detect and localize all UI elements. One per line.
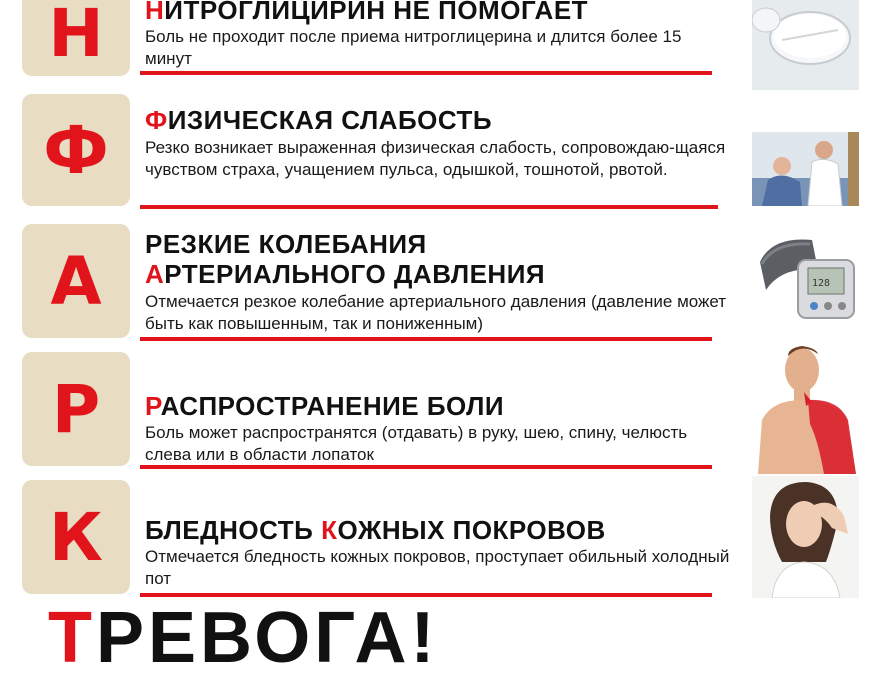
description-pain-spread: Боль может распространятся (отдавать) в руку, шею, спину, челюсть слева или в области лопаток xyxy=(145,423,688,464)
divider-rule xyxy=(140,71,712,75)
heading-pale-skin xyxy=(145,516,606,545)
divider-rule xyxy=(140,465,712,469)
heading-text: ОЖНЫХ ПОКРОВОВ xyxy=(337,515,606,545)
letter-tile-r: Р xyxy=(22,352,130,466)
heading-pressure-line2 xyxy=(145,260,545,289)
heading-initial: Р xyxy=(145,391,161,421)
divider-rule xyxy=(140,337,712,341)
heading-initial: А xyxy=(145,259,165,289)
heading-text-before: БЛЕДНОСТЬ xyxy=(145,515,322,545)
description-nitroglycerin: Боль не проходит после приема нитроглицерина и длится более 15 минут xyxy=(145,27,682,68)
heading-weakness xyxy=(145,106,492,135)
description-weakness: Резко возникает выраженная физическая слабость, сопровождаю-щаяся чувством страха, учащением пульса, одышкой, тошнотой, рвотой. xyxy=(145,138,726,179)
divider-rule xyxy=(140,593,712,597)
bottom-heading xyxy=(48,598,439,678)
heading-text: ИЗИЧЕСКАЯ СЛАБОСТЬ xyxy=(167,105,493,135)
letter-tile-k: К xyxy=(22,480,130,594)
heading-pain-spread xyxy=(145,392,504,421)
heading-text: РТЕРИАЛЬНОГО ДАВЛЕНИЯ xyxy=(164,259,546,289)
heading-pressure-line1: РЕЗКИЕ КОЛЕБАНИЯ xyxy=(145,229,427,259)
divider-rule xyxy=(140,205,718,209)
heading-initial: Н xyxy=(145,0,165,25)
doctor-patient-icon xyxy=(752,132,859,206)
shoulder-pain-icon xyxy=(752,340,859,474)
letter-tile-f: Ф xyxy=(22,94,130,206)
heading-text: АСПРОСТРАНЕНИЕ БОЛИ xyxy=(160,391,505,421)
heading-initial: К xyxy=(321,515,338,545)
heading-initial: Ф xyxy=(145,105,168,135)
description-pale-skin: Отмечается бледность кожных покровов, проступает обильный холодный пот xyxy=(145,547,730,588)
letter-tile-a: А xyxy=(22,224,130,338)
bottom-heading-initial: Т xyxy=(48,598,96,678)
heading-nitroglycerin xyxy=(145,0,588,25)
bottom-heading-text: РЕВОГА! xyxy=(95,598,439,678)
svg-text:128: 128 xyxy=(812,278,831,289)
pill-icon xyxy=(752,0,859,90)
headache-woman-icon xyxy=(752,476,859,598)
letter-tile-n: Н xyxy=(22,0,130,76)
description-pressure: Отмечается резкое колебание артериального давления (давление может быть как повышенным, так и пониженным) xyxy=(145,292,727,333)
blood-pressure-monitor-icon xyxy=(752,232,859,324)
heading-text: ИТРОГЛИЦИРИН НЕ ПОМОГАЕТ xyxy=(164,0,589,25)
